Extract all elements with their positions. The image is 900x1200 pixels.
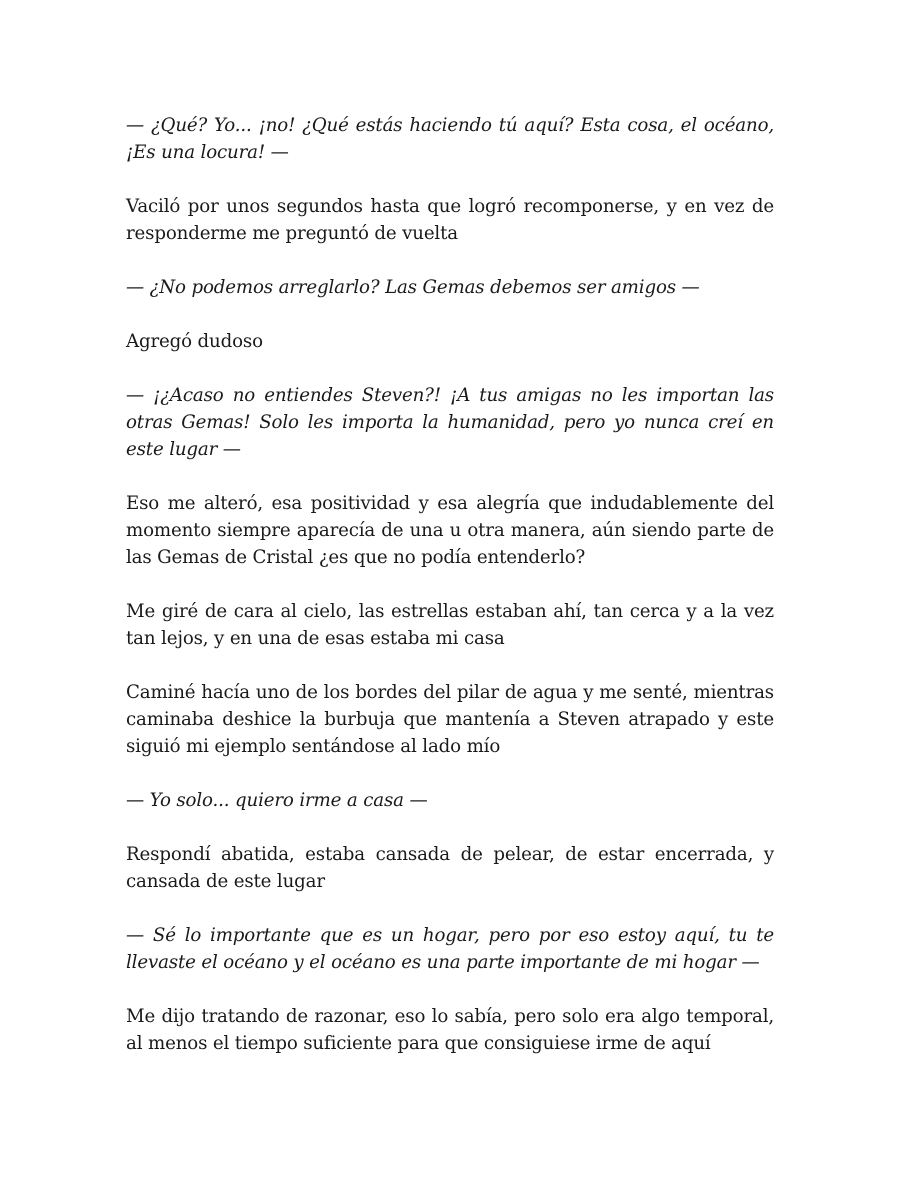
- narration-paragraph-1: Vaciló por unos segundos hasta que logró recomponerse, y en vez de responderme me preguntó de vuelta: [126, 196, 774, 244]
- narration-paragraph-7: Me dijo tratando de razonar, eso lo sabía, pero solo era algo temporal, al menos el tiempo suficiente para que consiguiese irme de aquí: [126, 1006, 774, 1054]
- dialogue-paragraph-3: — ¡¿Acaso no entiendes Steven?! ¡A tus amigas no les importan las otras Gemas! Solo les importa la humanidad, pero yo nunca creí en este lugar —: [126, 385, 774, 460]
- narration-paragraph-2: Agregó dudoso: [126, 331, 263, 352]
- narration-paragraph-4: Me giré de cara al cielo, las estrellas estaban ahí, tan cerca y a la vez tan lejos, y en una de esas estaba mi casa: [126, 601, 774, 649]
- narration-paragraph-3: Eso me alteró, esa positividad y esa alegría que indudablemente del momento siempre aparecía de una u otra manera, aún siendo parte de las Gemas de Cristal ¿es que no podía entenderlo?: [126, 493, 774, 568]
- narration-paragraph-5: Caminé hacía uno de los bordes del pilar de agua y me senté, mientras caminaba deshice la burbuja que mantenía a Steven atrapado y este siguió mi ejemplo sentándose al lado mío: [126, 682, 774, 757]
- document-page: [126, 112, 774, 1084]
- dialogue-paragraph-5: — Sé lo importante que es un hogar, pero por eso estoy aquí, tu te llevaste el océano y el océano es una parte importante de mi hogar —: [126, 925, 774, 973]
- dialogue-paragraph-2: — ¿No podemos arreglarlo? Las Gemas debemos ser amigos —: [126, 277, 700, 298]
- narration-paragraph-6: Respondí abatida, estaba cansada de pelear, de estar encerrada, y cansada de este lugar: [126, 844, 774, 892]
- dialogue-paragraph-4: — Yo solo... quiero irme a casa —: [126, 790, 428, 811]
- dialogue-paragraph-1: — ¿Qué? Yo... ¡no! ¿Qué estás haciendo tú aquí? Esta cosa, el océano, ¡Es una locura! —: [126, 115, 774, 163]
